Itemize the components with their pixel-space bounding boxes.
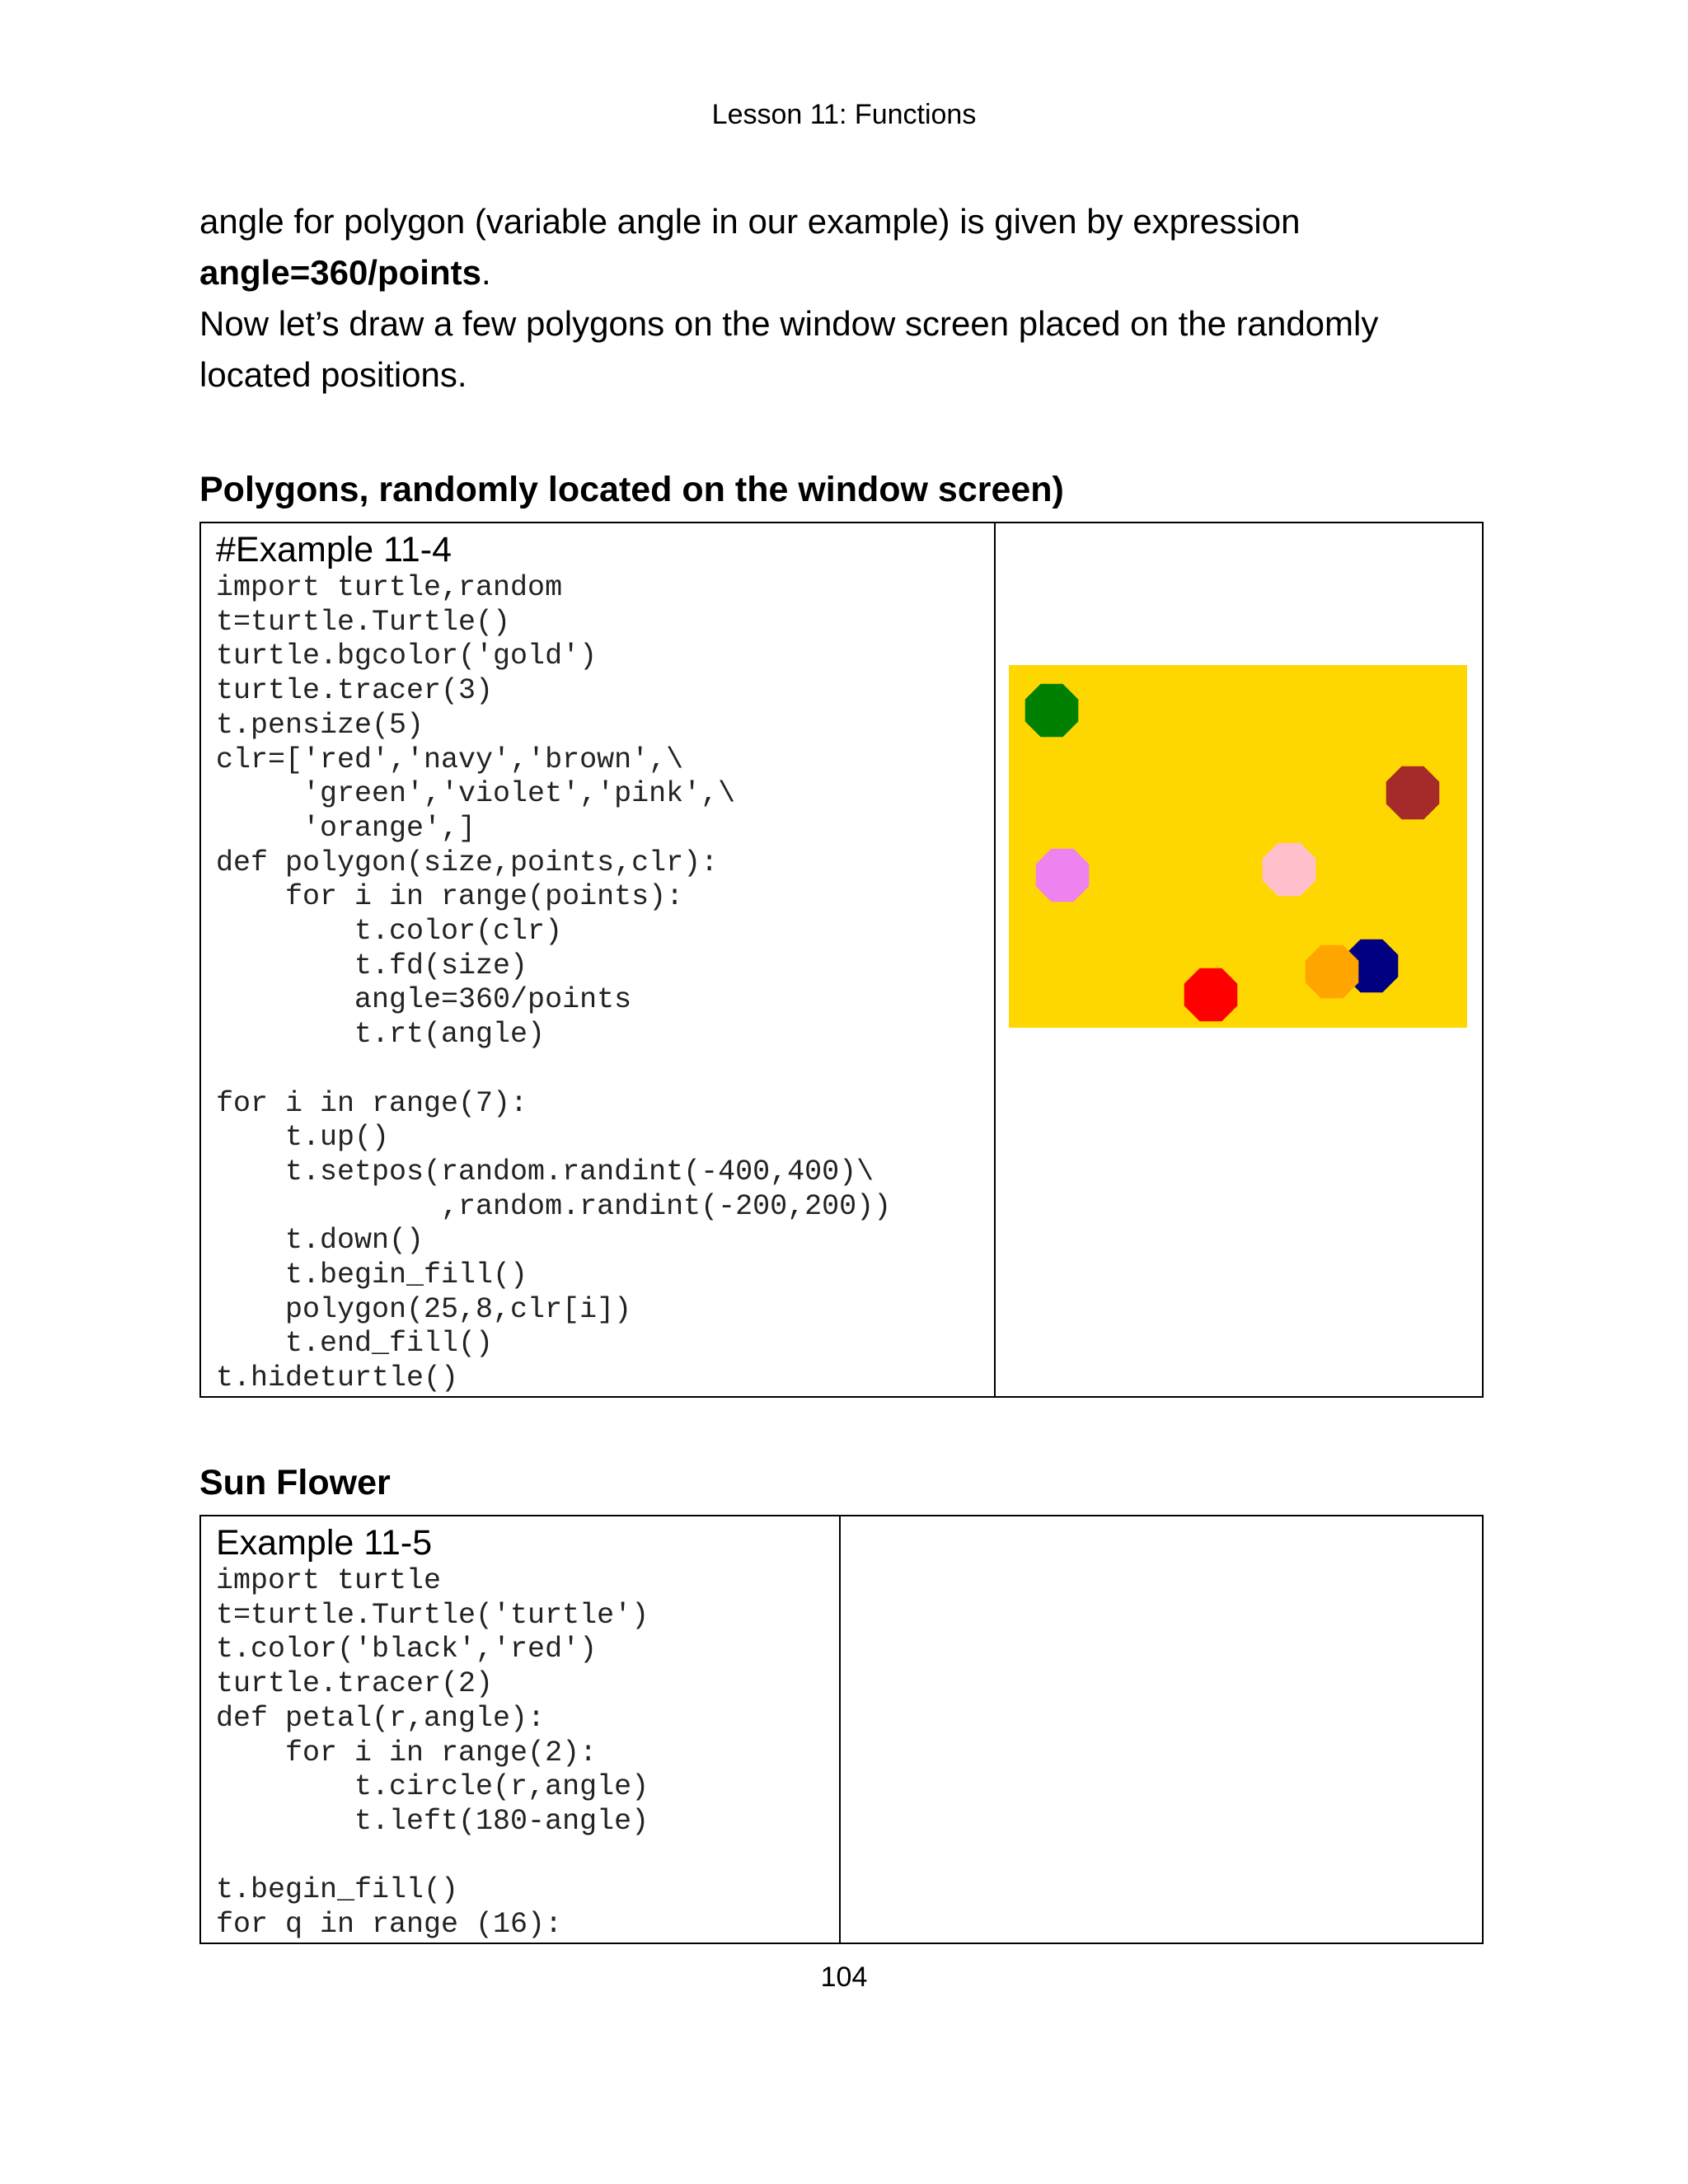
code-line: t.begin_fill() bbox=[216, 1873, 459, 1907]
code-line: for i in range(2): bbox=[216, 1736, 598, 1769]
brown-octagon bbox=[1386, 766, 1440, 820]
code-line: 'orange',] bbox=[216, 811, 476, 845]
code-line: t.circle(r,angle) bbox=[216, 1770, 649, 1804]
code-line: t.color('black','red') bbox=[216, 1633, 598, 1666]
green-octagon bbox=[1025, 684, 1079, 738]
example-11-5-title: Example 11-5 bbox=[216, 1523, 433, 1563]
intro-line-1: angle for polygon (variable angle in our example) is given by expression bbox=[199, 202, 1301, 241]
code-line: t.fd(size) bbox=[216, 949, 528, 982]
code-line: def petal(r,angle): bbox=[216, 1701, 546, 1735]
code-line: t.begin_fill() bbox=[216, 1258, 528, 1292]
code-line: t.rt(angle) bbox=[216, 1018, 546, 1052]
code-line: turtle.bgcolor('gold') bbox=[216, 640, 598, 673]
page-number: 104 bbox=[820, 1961, 868, 1993]
red-octagon bbox=[1184, 968, 1238, 1022]
code-line: ,random.randint(-200,200)) bbox=[216, 1189, 892, 1223]
code-line: clr=['red','navy','brown',\ bbox=[216, 743, 684, 776]
example-11-5-table bbox=[199, 1515, 1484, 1944]
code-line: t.color(clr) bbox=[216, 915, 563, 949]
example-11-4-code-cell bbox=[200, 523, 995, 1397]
code-line: import turtle bbox=[216, 1564, 442, 1597]
code-line: t.setpos(random.randint(-400,400)\ bbox=[216, 1155, 874, 1188]
intro-line-3: Now let’s draw a few polygons on the window screen placed on the randomly bbox=[199, 304, 1379, 343]
code-line: t.left(180-angle) bbox=[216, 1804, 649, 1838]
intro-line-4: located positions. bbox=[199, 355, 467, 394]
code-line bbox=[216, 1840, 839, 1874]
orange-octagon bbox=[1306, 945, 1359, 999]
code-line: t=turtle.Turtle() bbox=[216, 605, 511, 639]
example-11-4-title: #Example 11-4 bbox=[216, 530, 452, 569]
intro-paragraph bbox=[199, 196, 1502, 401]
code-line bbox=[216, 1052, 994, 1087]
code-line: t=turtle.Turtle('turtle') bbox=[216, 1598, 649, 1632]
code-line: t.up() bbox=[216, 1121, 390, 1155]
section-title-sun-flower: Sun Flower bbox=[199, 1463, 391, 1502]
example-11-5-output-cell bbox=[840, 1516, 1483, 1943]
example-11-4-code bbox=[201, 571, 994, 1396]
code-line: polygon(25,8,clr[i]) bbox=[216, 1292, 632, 1326]
code-line: for q in range (16): bbox=[216, 1908, 563, 1942]
code-line: for i in range(points): bbox=[216, 880, 684, 914]
example-11-4-output-cell bbox=[995, 523, 1483, 1397]
pink-octagon bbox=[1263, 843, 1316, 897]
intro-line-2 bbox=[199, 247, 1502, 298]
code-line: t.down() bbox=[216, 1224, 424, 1258]
code-line: for i in range(7): bbox=[216, 1086, 528, 1120]
code-line: def polygon(size,points,clr): bbox=[216, 846, 719, 879]
code-line: angle=360/points bbox=[216, 983, 632, 1017]
code-line: turtle.tracer(3) bbox=[216, 674, 494, 708]
code-line: turtle.tracer(2) bbox=[216, 1667, 494, 1701]
section-title-polygons: Polygons, randomly located on the window screen) bbox=[199, 470, 1064, 509]
example-11-5-code bbox=[201, 1564, 839, 1943]
code-line: t.end_fill() bbox=[216, 1327, 494, 1361]
code-line: t.pensize(5) bbox=[216, 708, 424, 742]
page-header: Lesson 11: Functions bbox=[711, 99, 977, 130]
angle-expression: angle=360/points bbox=[199, 253, 481, 292]
code-line: t.hideturtle() bbox=[216, 1361, 459, 1395]
violet-octagon bbox=[1036, 849, 1090, 902]
code-line: 'green','violet','pink',\ bbox=[216, 777, 736, 811]
intro-line-2-rest: . bbox=[481, 253, 491, 292]
code-line: import turtle,random bbox=[216, 571, 563, 604]
example-11-4-table bbox=[199, 522, 1484, 1398]
example-11-5-code-cell bbox=[200, 1516, 840, 1943]
turtle-output-canvas bbox=[1009, 665, 1467, 1028]
